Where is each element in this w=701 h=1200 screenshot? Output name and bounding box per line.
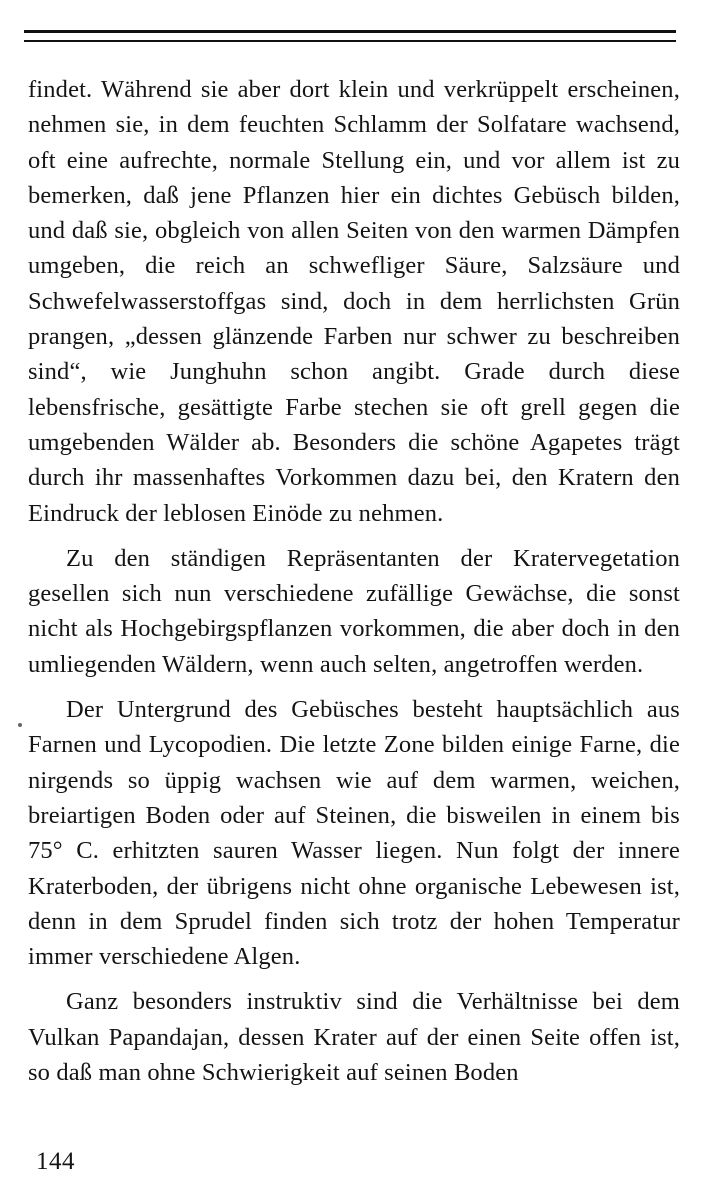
header-rule-thin [24, 40, 676, 42]
paragraph-undergrowth: Der Untergrund des Gebüsches besteht hauptsächlich aus Farnen und Lycopodien. Die letzte Zone bilden einige Farne, die nirgends so üppig wachsen wie auf dem warmen, weichen, breiartigen Boden oder auf Steinen, die bisweilen in einem bis 75° C. erhitzten sauren Wasser liegen. Nun folgt der innere Kraterboden, der übrigens nicht ohne organische Lebewesen ist, denn in dem Sprudel finden sich trotz der hohen Temperatur immer verschiedene Algen. [28, 696, 680, 971]
header-rule-thick [24, 30, 676, 33]
print-speck [18, 723, 22, 727]
page-number: 144 [36, 1148, 75, 1175]
paragraph-continuation: findet. Während sie aber dort klein und verkrüppelt erscheinen, nehmen sie, in dem feuchten Schlamm der Solfatare wachsend, oft eine aufrechte, normale Stellung ein, und vor allem ist zu bemerken, daß jene Pflanzen hier ein dichtes Gebüsch bilden, und daß sie, obgleich von allen Seiten von den warmen Dämpfen umgeben, die reich an schwefliger Säure, Salzsäure und Schwefelwasserstoffgas sind, doch in dem herrlichsten Grün prangen, „dessen glänzende Farben nur schwer zu beschreiben sind“, wie Junghuhn schon angibt. Grade durch diese lebensfrische, gesättigte Farbe stechen sie oft grell gegen die umgebenden Wälder ab. Besonders die schöne Agapetes trägt durch ihr massenhaftes Vorkommen dazu bei, den Kratern den Eindruck der leblosen Einöde zu nehmen. [28, 76, 680, 527]
paragraph-crater-vegetation: Zu den ständigen Repräsentanten der Kratervegetation gesellen sich nun verschiedene zufällige Gewächse, die sonst nicht als Hochgebirgspflanzen vorkommen, die aber doch in den umliegenden Wäldern, wenn auch selten, angetroffen werden. [28, 544, 680, 678]
body-text [28, 72, 680, 1090]
paragraph-papandajan: Ganz besonders instruktiv sind die Verhältnisse bei dem Vulkan Papandajan, dessen Krater auf der einen Seite offen ist, so daß man ohne Schwierigkeit auf seinen Boden [28, 988, 680, 1087]
